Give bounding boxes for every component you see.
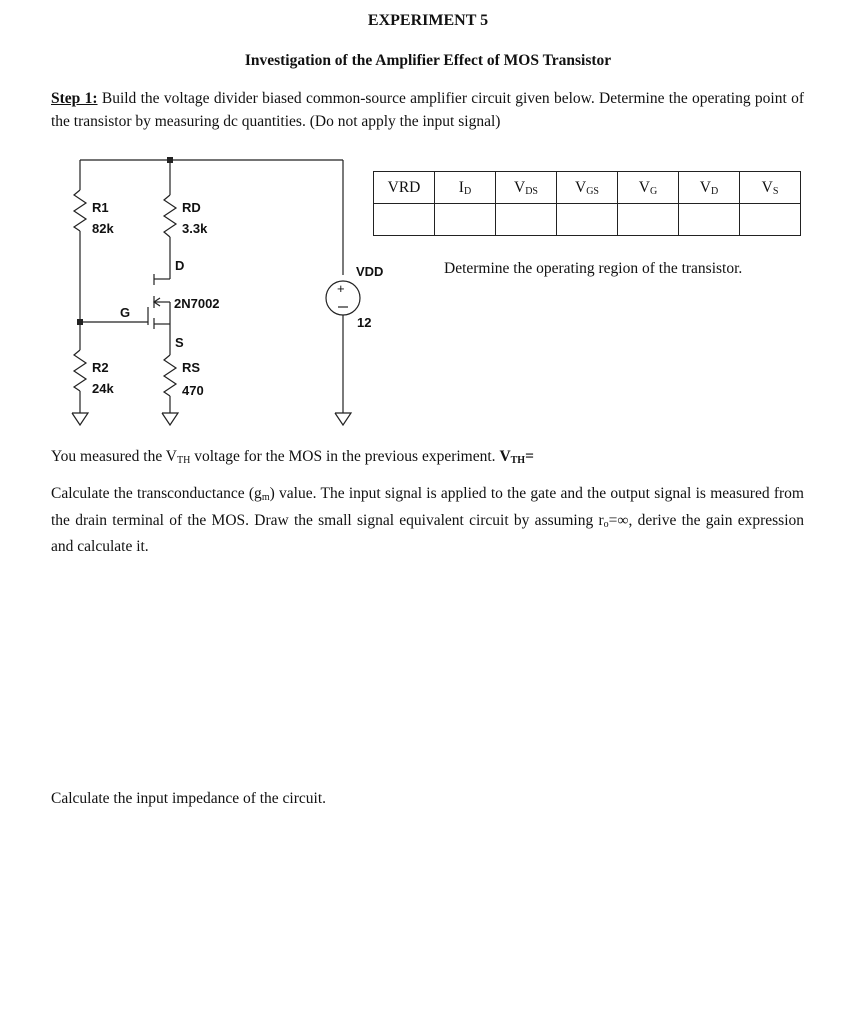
rd-name-label: RD: [182, 200, 201, 215]
experiment-subtitle: Investigation of the Amplifier Effect of MOS Transistor: [244, 52, 612, 69]
step1-paragraph: [51, 88, 804, 133]
r2-resistor: [74, 350, 86, 391]
header-vd: $V_D$: [679, 172, 740, 204]
header-vs: $V_S$: [740, 172, 801, 204]
header-vds: $V_{DS}$: [496, 172, 557, 204]
r1-value-label: 82k: [92, 221, 114, 236]
ground-symbol: [72, 413, 88, 425]
impedance-text: Calculate the input impedance of the circuit.: [51, 790, 327, 807]
vth-paragraph: You measured the $V_{TH}$ voltage for the MOS in the previous experiment. $V_{TH}=$: [51, 448, 534, 466]
r2-name-label: R2: [92, 360, 109, 375]
step1-text: Build the voltage divider biased common-source amplifier circuit given below. Determine the operating point of the transistor by measuring dc quantities. (Do not apply the input signal): [51, 90, 805, 130]
ground-symbol: [162, 413, 178, 425]
r1-name-label: R1: [92, 200, 109, 215]
source-label: S: [175, 335, 184, 350]
cell-vg[interactable]: [618, 204, 679, 236]
gate-label: G: [120, 305, 131, 320]
drain-label: D: [175, 258, 185, 273]
cell-vgs[interactable]: [557, 204, 618, 236]
experiment-title: EXPERIMENT 5: [367, 12, 489, 29]
header-id: $I_D$: [435, 172, 496, 204]
rd-value-label: 3.3k: [182, 221, 208, 236]
step1-label: Step 1:: [51, 90, 98, 107]
gm-paragraph: Calculate the transconductance $(g_m)$ value. The input signal is applied to the gate and the output signal is measured from the drain terminal of the MOS. Draw the small signal equivalent circuit by assuming $r_o=\infty$, derive the gain expression and calculate it.: [51, 485, 804, 555]
vdd-label: VDD: [356, 264, 384, 279]
measurement-table: [373, 171, 801, 236]
vdd-value-label: 12: [357, 315, 372, 330]
cell-vs[interactable]: [740, 204, 801, 236]
rs-value-label: 470: [182, 383, 204, 398]
cell-id[interactable]: [435, 204, 496, 236]
table-header-row: [374, 172, 801, 204]
operating-region-text: Determine the operating region of the transistor.: [444, 260, 743, 277]
plus-sign: +: [337, 281, 345, 296]
table-value-row: [374, 204, 801, 236]
transistor-label: 2N7002: [174, 296, 220, 311]
circuit-schematic: [40, 145, 384, 445]
cell-vds[interactable]: [496, 204, 557, 236]
cell-vrd[interactable]: [374, 204, 435, 236]
rs-resistor: [164, 355, 176, 396]
r1-resistor: [74, 190, 86, 231]
rs-name-label: RS: [182, 360, 201, 375]
header-vrd: VRD: [374, 172, 435, 204]
cell-vd[interactable]: [679, 204, 740, 236]
rd-resistor: [164, 195, 176, 237]
header-vg: $V_G$: [618, 172, 679, 204]
ground-symbol: [335, 413, 351, 425]
r2-value-label: 24k: [92, 381, 114, 396]
header-vgs: $V_{GS}$: [557, 172, 618, 204]
